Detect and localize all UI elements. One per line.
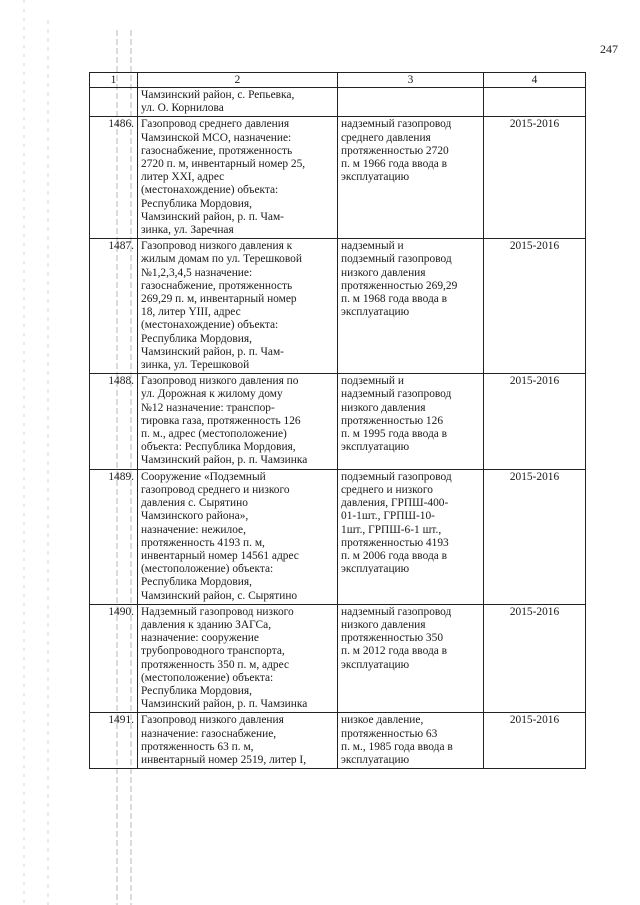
note-line: протяженностью 63 bbox=[341, 727, 438, 740]
object-description bbox=[138, 604, 338, 713]
description-line: давления к зданию ЗАГСа, bbox=[141, 618, 272, 631]
note-line: п. м., 1985 года ввода в bbox=[341, 740, 453, 753]
description-line: 269,29 п. м, инвентарный номер bbox=[141, 293, 297, 306]
note-line: протяженностью 350 bbox=[341, 632, 444, 645]
description-line: Надземный газопровод низкого bbox=[141, 605, 294, 618]
object-years: 2015-2016 bbox=[484, 713, 586, 769]
continuation-row bbox=[90, 88, 586, 117]
description-line: протяженность 4193 п. м, bbox=[141, 536, 265, 549]
description-line: Чамзинского района», bbox=[141, 510, 249, 523]
note-line: эксплуатацию bbox=[341, 441, 410, 454]
object-years: 2015-2016 bbox=[484, 117, 586, 239]
object-description bbox=[138, 469, 338, 604]
note-line: 01-1шт., ГРПШ-10- bbox=[341, 510, 435, 523]
description-line: Чамзинский район, с. Сырятино bbox=[141, 589, 298, 602]
row-number: 1488. bbox=[90, 374, 138, 469]
description-line: Республика Мордовия, bbox=[141, 576, 252, 589]
note-line: низкого давления bbox=[341, 618, 426, 631]
description-line: назначение: нежилое, bbox=[141, 523, 246, 536]
header-cell-2: 2 bbox=[138, 73, 338, 88]
note-line: протяженностью 2720 bbox=[341, 144, 449, 157]
table-body bbox=[90, 73, 586, 769]
description-line: жилым домам по ул. Терешковой bbox=[141, 253, 302, 266]
note-line: эксплуатацию bbox=[341, 563, 410, 576]
description-line: Республика Мордовия, bbox=[141, 332, 252, 345]
note-line: п. м 1966 года ввода в bbox=[341, 158, 448, 171]
description-line: давления с. Сырятино bbox=[141, 497, 248, 510]
description-line: Газопровод низкого давления к bbox=[141, 240, 293, 253]
description-line: Чамзинской МСО, назначение: bbox=[141, 131, 292, 144]
row-number: 1491. bbox=[90, 713, 138, 769]
object-years: 2015-2016 bbox=[484, 604, 586, 713]
note-line: протяженностью 4193 bbox=[341, 536, 449, 549]
header-cell-1: 1 bbox=[90, 73, 138, 88]
note-line: эксплуатацию bbox=[341, 753, 410, 766]
table-row bbox=[90, 713, 586, 769]
note-line: подземный газопровод bbox=[341, 253, 452, 266]
description-line: Республика Мордовия, bbox=[141, 197, 252, 210]
object-note bbox=[338, 713, 484, 769]
object-description bbox=[138, 88, 338, 117]
object-years: 2015-2016 bbox=[484, 469, 586, 604]
description-line: трубопроводного транспорта, bbox=[141, 645, 285, 658]
object-note bbox=[338, 604, 484, 713]
description-line: зинка, ул. Заречная bbox=[141, 224, 234, 237]
page-number: 247 bbox=[600, 42, 618, 56]
description-line: объекта: Республика Мордовия, bbox=[141, 441, 296, 454]
note-line: эксплуатацию bbox=[341, 306, 410, 319]
description-line: тировка газа, протяженность 126 bbox=[141, 414, 301, 427]
note-line: эксплуатацию bbox=[341, 658, 410, 671]
description-line: Сооружение «Подземный bbox=[141, 470, 266, 483]
description-line: Республика Мордовия, bbox=[141, 684, 252, 697]
object-description bbox=[138, 117, 338, 239]
object-note bbox=[338, 239, 484, 374]
description-line: (местоположение) объекта: bbox=[141, 563, 274, 576]
note-line: надземный и bbox=[341, 240, 404, 253]
row-number bbox=[90, 88, 138, 117]
description-line: Газопровод низкого давления bbox=[141, 714, 284, 727]
note-line: низкого давления bbox=[341, 266, 426, 279]
note-line: эксплуатацию bbox=[341, 171, 410, 184]
note-line: низкого давления bbox=[341, 401, 426, 414]
note-line: 1шт., ГРПШ-6-1 шт., bbox=[341, 523, 442, 536]
description-line: 2720 п. м, инвентарный номер 25, bbox=[141, 158, 306, 171]
description-line: Газопровод низкого давления по bbox=[141, 375, 299, 388]
object-note bbox=[338, 117, 484, 239]
table-row bbox=[90, 239, 586, 374]
note-line: п. м 1995 года ввода в bbox=[341, 428, 448, 441]
object-note bbox=[338, 374, 484, 469]
row-number: 1486. bbox=[90, 117, 138, 239]
description-line: газопровод среднего и низкого bbox=[141, 483, 290, 496]
description-line: (местоположение) объекта: bbox=[141, 671, 274, 684]
table-row bbox=[90, 604, 586, 713]
description-line: инвентарный номер 14561 адрес bbox=[141, 549, 299, 562]
note-line: подземный газопровод bbox=[341, 470, 452, 483]
header-cell-4: 4 bbox=[484, 73, 586, 88]
note-line: п. м 2006 года ввода в bbox=[341, 549, 448, 562]
description-line: инвентарный номер 2519, литер I, bbox=[141, 753, 307, 766]
description-line: Газопровод среднего давления bbox=[141, 118, 290, 131]
note-line: протяженностью 126 bbox=[341, 414, 444, 427]
note-line: протяженностью 269,29 bbox=[341, 279, 458, 292]
object-description bbox=[138, 239, 338, 374]
object-years: 2015-2016 bbox=[484, 374, 586, 469]
note-line: низкое давление, bbox=[341, 714, 424, 727]
header-cell-3: 3 bbox=[338, 73, 484, 88]
table-row bbox=[90, 469, 586, 604]
note-line: надземный газопровод bbox=[341, 605, 452, 618]
description-line: Чамзинский район, с. Репьевка, bbox=[141, 89, 295, 101]
description-line: ул. О. Корнилова bbox=[141, 102, 224, 115]
description-line: (местонахождение) объекта: bbox=[141, 184, 279, 197]
object-description bbox=[138, 374, 338, 469]
note-line: среднего давления bbox=[341, 131, 431, 144]
description-line: Чамзинский район, р. п. Чам- bbox=[141, 210, 284, 223]
object-note bbox=[338, 88, 484, 117]
description-line: 18, литер YIII, адрес bbox=[141, 306, 241, 319]
description-line: ул. Дорожная к жилому дому bbox=[141, 388, 283, 401]
table-row bbox=[90, 117, 586, 239]
objects-table bbox=[89, 72, 586, 769]
row-number: 1490. bbox=[90, 604, 138, 713]
note-line: надземный газопровод bbox=[341, 118, 452, 131]
description-line: газоснабжение, протяженность bbox=[141, 144, 293, 157]
object-note bbox=[338, 469, 484, 604]
note-line: среднего и низкого bbox=[341, 483, 433, 496]
description-line: литер XXI, адрес bbox=[141, 171, 225, 184]
description-line: №1,2,3,4,5 назначение: bbox=[141, 266, 253, 279]
object-years: 2015-2016 bbox=[484, 239, 586, 374]
object-description bbox=[138, 713, 338, 769]
description-line: №12 назначение: транспор- bbox=[141, 401, 275, 414]
note-line: п. м 2012 года ввода в bbox=[341, 645, 448, 658]
header-row bbox=[90, 73, 586, 88]
note-line: п. м 1968 года ввода в bbox=[341, 293, 448, 306]
description-line: протяженность 350 п. м, адрес bbox=[141, 658, 289, 671]
description-line: назначение: газоснабжение, bbox=[141, 727, 277, 740]
description-line: (местонахождение) объекта: bbox=[141, 319, 279, 332]
description-line: Чамзинский район, р. п. Чамзинка bbox=[141, 454, 308, 467]
object-years bbox=[484, 88, 586, 117]
row-number: 1487. bbox=[90, 239, 138, 374]
description-line: протяженность 63 п. м, bbox=[141, 740, 254, 753]
note-line: давления, ГРПШ-400- bbox=[341, 497, 449, 510]
table-row bbox=[90, 374, 586, 469]
description-line: Чамзинский район, р. п. Чам- bbox=[141, 345, 284, 358]
description-line: назначение: сооружение bbox=[141, 632, 259, 645]
row-number: 1489. bbox=[90, 469, 138, 604]
description-line: п. м., адрес (местоположение) bbox=[141, 428, 287, 441]
description-line: Чамзинский район, р. п. Чамзинка bbox=[141, 698, 308, 711]
description-line: зинка, ул. Терешковой bbox=[141, 359, 250, 372]
description-line: газоснабжение, протяженность bbox=[141, 279, 293, 292]
note-line: подземный и bbox=[341, 375, 404, 388]
note-line: надземный газопровод bbox=[341, 388, 452, 401]
